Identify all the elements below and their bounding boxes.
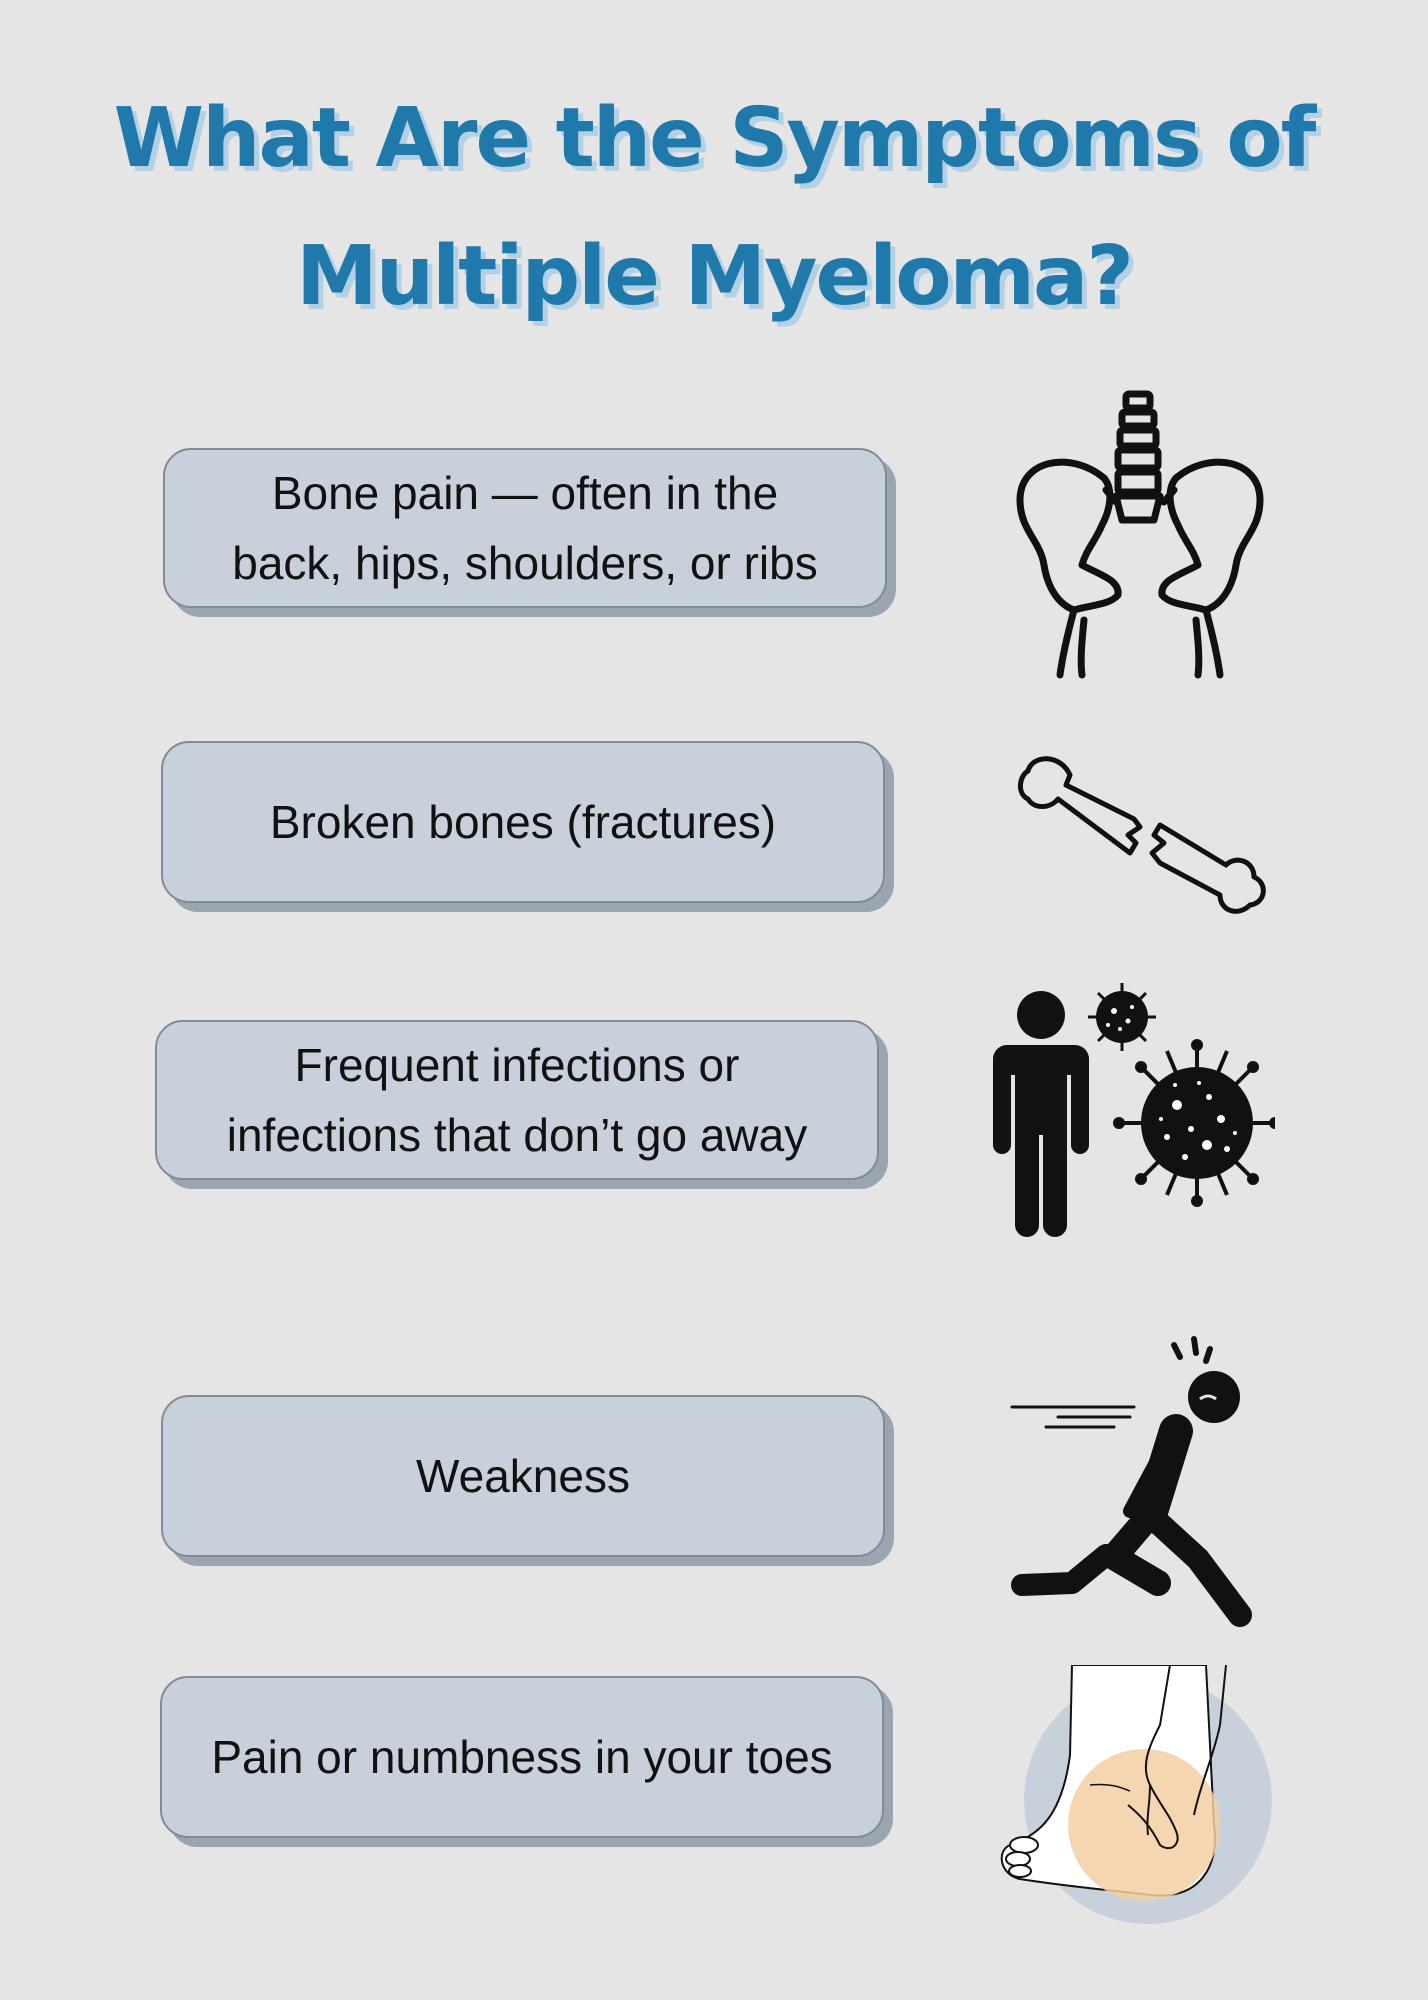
- symptom-text-line-1: Weakness: [416, 1450, 630, 1502]
- symptom-text-line-1: Pain or numbness in your toes: [211, 1731, 833, 1783]
- symptom-card-fractures: [161, 741, 885, 903]
- symptom-card-weakness: [161, 1395, 885, 1557]
- title-line-1: What Are the Symptoms of: [113, 91, 1315, 186]
- pelvis-icon: [1010, 390, 1270, 680]
- person-virus-icon: [985, 975, 1275, 1240]
- weak-person-icon: [1010, 1335, 1260, 1635]
- symptom-text-line-1: Broken bones (fractures): [269, 796, 777, 848]
- symptom-text-line-1: Frequent infections or: [294, 1039, 740, 1091]
- page-title: [0, 70, 1428, 346]
- symptom-text-line-1: Bone pain — often in the: [271, 467, 779, 519]
- symptom-text-line-2: back, hips, shoulders, or ribs: [232, 537, 818, 589]
- broken-bone-icon: [1010, 735, 1270, 920]
- symptom-card-bone-pain: [163, 448, 887, 608]
- symptom-text-line-2: infections that don’t go away: [226, 1109, 808, 1161]
- title-line-2: Multiple Myeloma?: [296, 229, 1132, 324]
- symptom-card-toe-pain: [160, 1676, 884, 1838]
- symptom-card-infections: [155, 1020, 879, 1180]
- foot-pain-icon: [1000, 1665, 1280, 1927]
